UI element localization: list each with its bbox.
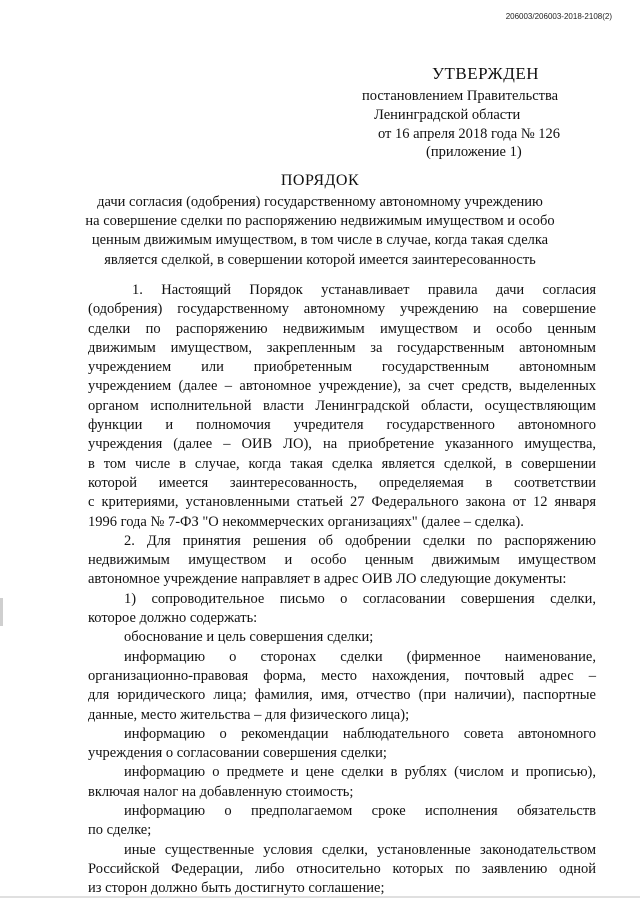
document-body (88, 281, 596, 899)
paragraph-line: недвижимым имуществом и особо ценным движимым имуществом (88, 552, 596, 569)
paragraph-line: которое должно содержать: (88, 610, 258, 627)
approval-line-3: от 16 апреля 2018 года № 126 (378, 126, 561, 142)
subtitle-line: дачи согласия (одобрения) государственному автономному учреждению (97, 194, 543, 210)
paragraph-line: учреждением или приобретенным государственным автономным (88, 359, 596, 376)
approval-line-1: постановлением Правительства (362, 88, 559, 104)
paragraph-line: 1996 года № 7-ФЗ "О некоммерческих организациях" (далее – сделка). (88, 513, 524, 530)
paragraph-line: автономное учреждение направляет в адрес ОИВ ЛО следующие документы: (88, 571, 567, 588)
approval-title: УТВЕРЖДЕН (432, 64, 539, 83)
paragraph-line: (одобрения) государственному автономному учреждению на совершение (88, 301, 596, 318)
subtitle-line: ценным движимым имуществом, в том числе в случае, когда такая сделка (91, 232, 549, 249)
document-id: 206003/206003-2018-2108(2) (505, 12, 612, 21)
paragraph-line: информацию о предмете и цене сделки в рублях (числом и прописью), (124, 764, 596, 781)
document-title: ПОРЯДОК (280, 172, 360, 189)
paragraph-line: информацию о предполагаемом сроке исполнения обязательств (124, 803, 596, 820)
document-subtitle (60, 193, 580, 270)
paragraph-line: по сделке; (88, 822, 152, 839)
paragraph-line: движимым имуществом, закрепленным за государственным автономным (88, 339, 596, 356)
subtitle-line: является сделкой, в совершении которой имеется заинтересованность (104, 251, 536, 268)
paragraph-line: организационно-правовая форма, место нахождения, почтовый адрес – (88, 667, 596, 684)
paragraph-line: для юридического лица; фамилия, имя, отчество (при наличии), паспортные (88, 687, 596, 704)
paragraph-line: учреждением (далее – автономное учреждение), за счет средств, выделенных (88, 378, 596, 395)
paragraph-line: учреждения (далее – ОИВ ЛО), на приобретение указанного имущества, (88, 436, 596, 453)
paragraph-line: органом исполнительной власти Ленинградской области, осуществляющим (88, 397, 596, 414)
scan-bottom-edge (0, 896, 640, 898)
paragraph-line: 1. Настоящий Порядок устанавливает правила дачи согласия (132, 282, 596, 298)
paragraph-line: из сторон должно быть достигнуто соглашение; (88, 880, 385, 897)
paragraph-line: в том числе в случае, когда такая сделка является сделкой, в совершении (88, 455, 596, 472)
paragraph-line: иные существенные условия сделки, установленные законодательством (124, 841, 596, 858)
paragraph-line: Российской Федерации, либо относительно которых по заявлению одной (88, 860, 596, 877)
paragraph-line: включая налог на добавленную стоимость; (88, 783, 354, 800)
paragraph-line: информацию о сторонах сделки (фирменное наименование, (124, 648, 596, 665)
subtitle-line: на совершение сделки по распоряжению недвижимым имуществом и особо (85, 213, 555, 230)
paragraph-line: учреждения о согласовании совершения сделки; (88, 745, 387, 762)
paragraph-line: функции и полномочия учредителя государственного автономного (88, 417, 596, 434)
paragraph-line: которой имеется заинтересованность, определяемая в соответствии (88, 474, 596, 491)
paragraph-line: 2. Для принятия решения об одобрении сделки по распоряжению (124, 532, 596, 549)
scan-margin-mark (0, 598, 3, 626)
approval-line-4: (приложение 1) (426, 144, 522, 160)
paragraph-line: данные, место жительства – для физического лица); (88, 706, 410, 723)
paragraph-line: обоснование и цель совершения сделки; (124, 629, 374, 646)
approval-line-2: Ленинградской области (374, 107, 521, 123)
paragraph-line: сделки по распоряжению недвижимым имуществом и особо ценным (88, 320, 596, 337)
paragraph-line: с критериями, установленными статьей 27 Федерального закона от 12 января (88, 494, 596, 511)
paragraph-line: информацию о рекомендации наблюдательного совета автономного (124, 725, 596, 742)
paragraph-line: 1) сопроводительное письмо о согласовании совершения сделки, (124, 590, 596, 607)
